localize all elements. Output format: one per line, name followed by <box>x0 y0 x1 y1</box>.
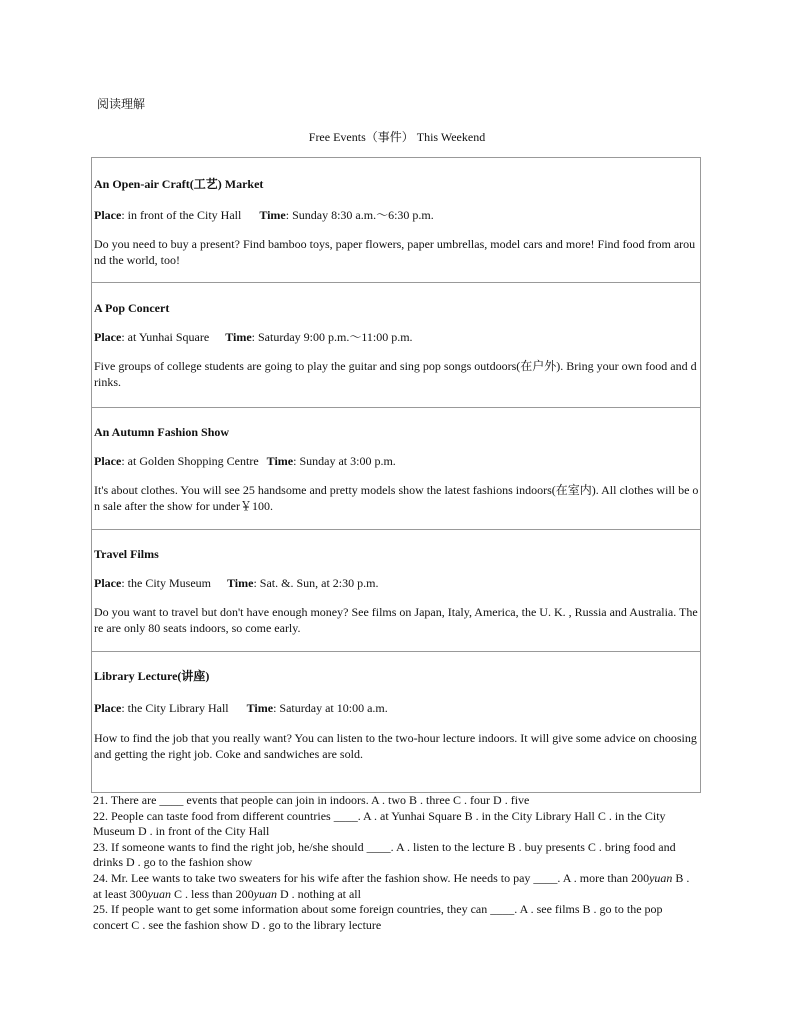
question-24-part: 24. Mr. Lee wants to take two sweaters for his wife after the fashion show. He needs to pay ____. A . more than 200 <box>93 870 650 885</box>
event-name: Library Lecture(讲座) <box>94 669 210 683</box>
event-library-lecture <box>92 652 700 792</box>
currency-unit: yuan <box>253 886 277 901</box>
time-label: Time <box>259 208 286 222</box>
question-25: 25. If people want to get some information about some foreign countries, they can ____. A . see films B . go to the pop concert C . see the fashion show D . go to the library lecture <box>93 902 663 932</box>
event-travel-films <box>92 530 700 652</box>
question-list <box>93 793 693 933</box>
place-label: Place <box>94 454 122 468</box>
time-label: Time <box>266 454 294 468</box>
event-time: : Saturday 9:00 p.m.～11:00 p.m. <box>251 330 413 344</box>
event-place: : in front of the City Hall <box>121 208 242 222</box>
time-label: Time <box>246 701 274 715</box>
place-label: Place <box>94 330 122 344</box>
event-pop-concert <box>92 283 700 408</box>
event-description: It's about clothes. You will see 25 handsome and pretty models show the latest fashions indoors(在室内). All clothes will be on sale after the show for under￥100. <box>94 483 699 513</box>
event-description: How to find the job that you really want? You can listen to the two-hour lecture indoors. It will give some advice on choosing and getting the right job. Coke and sandwiches are sold. <box>94 731 697 761</box>
question-24 <box>93 871 693 902</box>
event-meta <box>94 454 699 468</box>
question-24-part: C . less than 200 <box>170 886 254 901</box>
event-time: : Sat. &. Sun, at 2:30 p.m. <box>253 576 379 590</box>
time-label: Time <box>225 330 252 344</box>
time-label: Time <box>227 576 254 590</box>
event-name: A Pop Concert <box>94 301 170 315</box>
event-description: Do you need to buy a present? Find bamboo toys, paper flowers, paper umbrellas, model cars and more! Find food from around the world, too! <box>94 237 696 267</box>
place-label: Place <box>94 576 122 590</box>
question-24-part: B . at least 300 <box>93 870 690 901</box>
question-21: 21. There are ____ events that people can join in indoors. A . two B . three C . four D . five <box>93 793 530 807</box>
event-name: An Open-air Craft(工艺) Market <box>94 177 264 191</box>
question-24-part: D . nothing at all <box>276 886 361 901</box>
event-meta <box>94 701 699 715</box>
question-22: 22. People can taste food from different countries ____. A . at Yunhai Square B . in the City Library Hall C . in the City Museum D . in front of the City Hall <box>93 808 666 839</box>
event-meta <box>94 208 699 222</box>
event-fashion-show <box>92 408 700 530</box>
event-time: : Saturday at 10:00 a.m. <box>273 701 388 715</box>
currency-unit: yuan <box>649 870 673 885</box>
event-place: : the City Library Hall <box>121 701 229 715</box>
events-table <box>91 157 701 793</box>
event-place: : at Golden Shopping Centre <box>121 454 259 468</box>
event-description: Do you want to travel but don't have enough money? See films on Japan, Italy, America, the U. K. , Russia and Australia. There are only 80 seats indoors, so come early. <box>94 605 698 635</box>
event-time: : Sunday 8:30 a.m.～6:30 p.m. <box>285 208 434 222</box>
event-place: : the City Museum <box>121 576 211 590</box>
event-name: An Autumn Fashion Show <box>94 425 230 439</box>
event-description: Five groups of college students are going to play the guitar and sing pop songs outdoors(在户外). Bring your own food and drinks. <box>94 359 697 389</box>
page-title: Free Events（事件） This Weekend <box>308 130 486 144</box>
currency-unit: yuan <box>147 886 171 901</box>
event-craft-market <box>92 158 700 283</box>
event-time: : Sunday at 3:00 p.m. <box>293 454 396 468</box>
place-label: Place <box>94 208 122 222</box>
section-heading: 阅读理解 <box>97 97 146 111</box>
event-name: Travel Films <box>94 547 159 561</box>
event-meta <box>94 330 699 344</box>
event-meta <box>94 576 699 590</box>
event-place: : at Yunhai Square <box>121 330 210 344</box>
question-23: 23. If someone wants to find the right job, he/she should ____. A . listen to the lecture B . buy presents C . bring food and drinks D . go to the fashion show <box>93 839 676 870</box>
place-label: Place <box>94 701 122 715</box>
